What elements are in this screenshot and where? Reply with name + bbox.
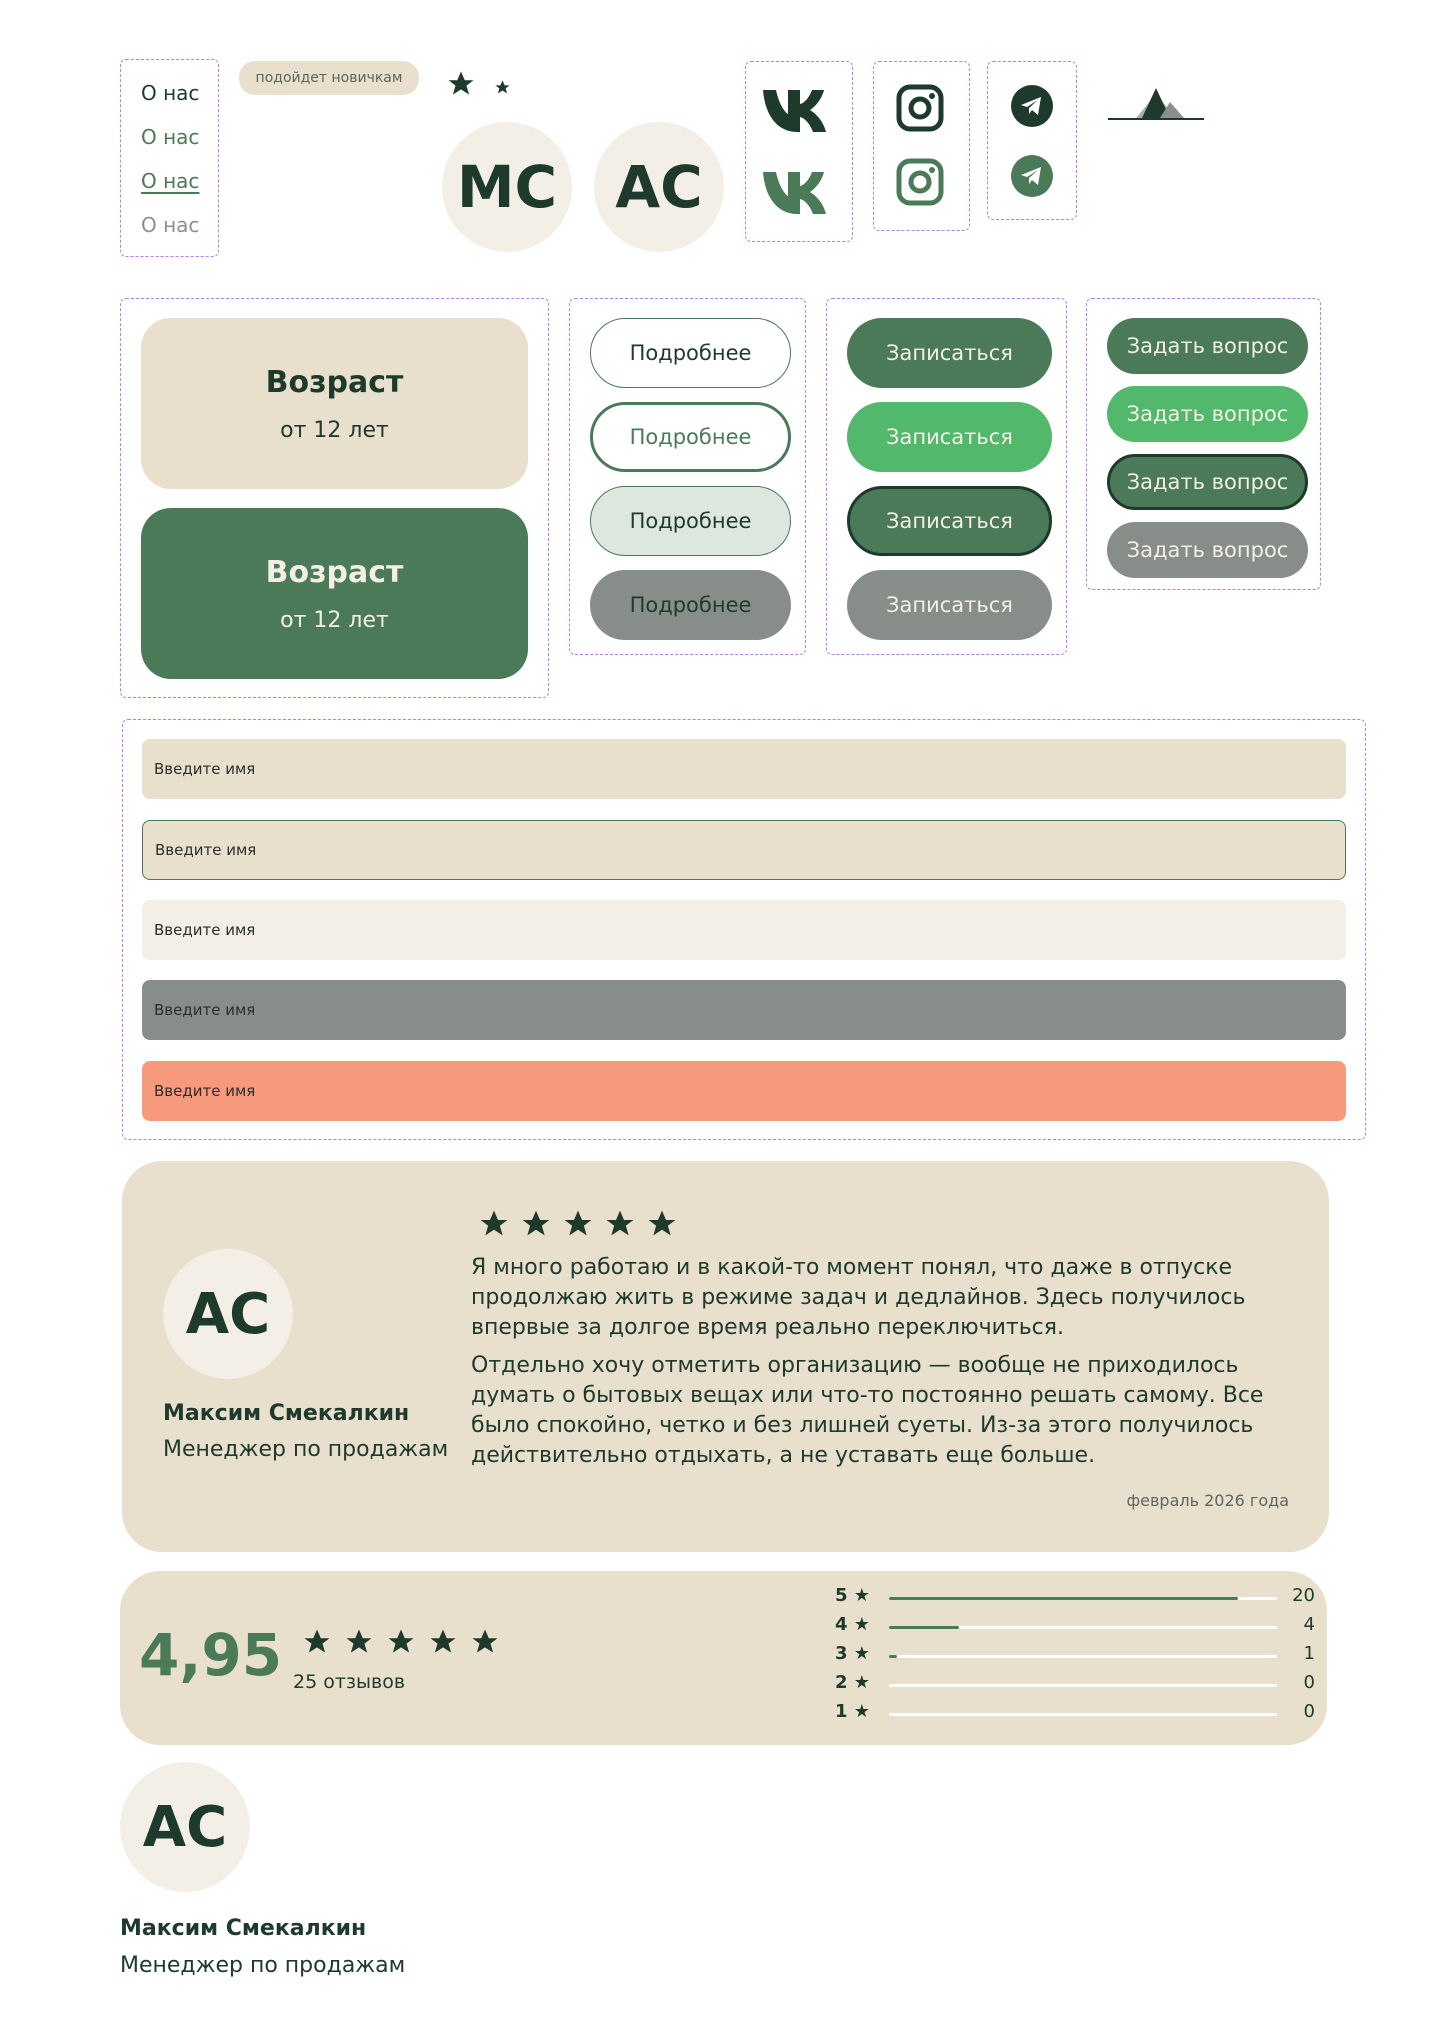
rating-row-track xyxy=(889,1684,1277,1687)
signup-button-active[interactable]: Записаться xyxy=(847,486,1052,556)
age-card-dark xyxy=(141,508,528,679)
more-buttons-group xyxy=(569,298,806,655)
rating-stars xyxy=(302,1627,500,1661)
avatar-ac: АС xyxy=(594,122,724,252)
vk-icon-hover[interactable] xyxy=(763,170,833,214)
more-button-active[interactable]: Подробнее xyxy=(590,486,791,556)
star-icon xyxy=(562,1208,594,1240)
age-card-title: Возраст xyxy=(265,364,404,400)
instagram-icon-group xyxy=(873,61,970,231)
rating-row-count: 0 xyxy=(1303,1672,1315,1693)
name-input-default[interactable]: Введите имя xyxy=(142,739,1346,799)
rating-row-label: 5 ★ xyxy=(835,1585,870,1606)
instagram-icon[interactable] xyxy=(896,84,944,132)
age-card-subtitle: от 12 лет xyxy=(280,607,389,633)
rating-row-label: 3 ★ xyxy=(835,1643,870,1664)
star-icon xyxy=(646,1208,678,1240)
star-icon xyxy=(470,1627,500,1657)
nav-link-about-hover[interactable]: О нас xyxy=(141,125,200,149)
telegram-icon[interactable] xyxy=(1011,85,1053,127)
name-input-filled[interactable]: Введите имя xyxy=(142,900,1346,960)
signup-button-disabled[interactable]: Записаться xyxy=(847,570,1052,640)
author-name: Максим Смекалкин xyxy=(120,1916,367,1941)
rating-score: 4,95 xyxy=(139,1621,283,1689)
rating-count: 25 отзывов xyxy=(293,1671,406,1693)
signup-button-default[interactable]: Записаться xyxy=(847,318,1052,388)
rating-row-count: 1 xyxy=(1303,1643,1315,1664)
mountain-logo-icon xyxy=(1108,82,1204,122)
star-icon xyxy=(302,1627,332,1657)
telegram-icon-hover[interactable] xyxy=(1011,155,1053,197)
star-icon xyxy=(446,69,476,99)
name-input-disabled[interactable]: Введите имя xyxy=(142,980,1346,1040)
vk-icon-group xyxy=(745,61,853,242)
question-buttons-group xyxy=(1086,298,1321,590)
review-date: февраль 2026 года xyxy=(1126,1491,1289,1510)
question-button-default[interactable]: Задать вопрос xyxy=(1107,318,1308,374)
review-author-role: Менеджер по продажам xyxy=(163,1437,449,1462)
rating-row-2 xyxy=(835,1672,1315,1701)
age-card-light xyxy=(141,318,528,489)
rating-row-count: 0 xyxy=(1303,1701,1315,1722)
review-stars xyxy=(478,1208,678,1244)
rating-row-4 xyxy=(835,1614,1315,1643)
rating-row-3 xyxy=(835,1643,1315,1672)
age-card-title: Возраст xyxy=(265,554,404,590)
rating-row-label: 2 ★ xyxy=(835,1672,870,1693)
star-icon xyxy=(520,1208,552,1240)
review-paragraph: Отдельно хочу отметить организацию — вообще не приходилось думать о бытовых вещах или что-то постоянно решать самому. Все было спокойно, четко и без лишней суеты. Из-за этого получилось действительно отдыхать, а не уставать еще больше. xyxy=(471,1353,1264,1468)
rating-breakdown xyxy=(835,1585,1315,1735)
star-small-icon xyxy=(494,79,511,96)
review-avatar: АС xyxy=(163,1249,293,1379)
rating-row-5 xyxy=(835,1585,1315,1614)
rating-row-label: 4 ★ xyxy=(835,1614,870,1635)
telegram-icon-group xyxy=(987,61,1077,220)
beginner-badge: подойдет новичкам xyxy=(239,61,419,95)
vk-icon[interactable] xyxy=(763,88,833,132)
review-text xyxy=(471,1253,1291,1471)
question-button-hover[interactable]: Задать вопрос xyxy=(1107,386,1308,442)
signup-buttons-group xyxy=(826,298,1067,655)
review-author-name: Максим Смекалкин xyxy=(163,1401,410,1426)
question-button-active[interactable]: Задать вопрос xyxy=(1107,454,1308,510)
rating-row-1 xyxy=(835,1701,1315,1730)
question-button-disabled[interactable]: Задать вопрос xyxy=(1107,522,1308,578)
star-icon xyxy=(344,1627,374,1657)
review-card xyxy=(122,1161,1329,1552)
rating-row-fill xyxy=(889,1655,897,1658)
rating-row-count: 20 xyxy=(1292,1585,1315,1606)
rating-row-track xyxy=(889,1655,1277,1658)
more-button-disabled[interactable]: Подробнее xyxy=(590,570,791,640)
rating-summary-card xyxy=(120,1571,1327,1745)
age-card-subtitle: от 12 лет xyxy=(280,417,389,443)
more-button-default[interactable]: Подробнее xyxy=(590,318,791,388)
signup-button-hover[interactable]: Записаться xyxy=(847,402,1052,472)
rating-row-count: 4 xyxy=(1303,1614,1315,1635)
age-cards-group xyxy=(120,298,549,698)
rating-row-track xyxy=(889,1713,1277,1716)
rating-row-label: 1 ★ xyxy=(835,1701,870,1722)
rating-row-track xyxy=(889,1597,1277,1600)
star-icon xyxy=(428,1627,458,1657)
rating-row-track xyxy=(889,1626,1277,1629)
avatar-mc: МС xyxy=(442,122,572,252)
name-input-error[interactable]: Введите имя xyxy=(142,1061,1346,1121)
star-icon xyxy=(478,1208,510,1240)
instagram-icon-hover[interactable] xyxy=(896,158,944,206)
name-input-focus[interactable]: Введите имя xyxy=(142,820,1346,880)
nav-link-about-disabled[interactable]: О нас xyxy=(141,213,200,237)
star-icon xyxy=(604,1208,636,1240)
more-button-hover[interactable]: Подробнее xyxy=(590,402,791,472)
rating-row-fill xyxy=(889,1597,1238,1600)
review-paragraph: Я много работаю и в какой-то момент понял, что даже в отпуске продолжаю жить в режиме задач и дедлайнов. Здесь получилось впервые за долгое время реально переключиться. xyxy=(471,1255,1246,1340)
author-avatar: АС xyxy=(120,1762,250,1892)
star-icon xyxy=(386,1627,416,1657)
nav-link-about-active[interactable]: О нас xyxy=(141,169,200,193)
author-role: Менеджер по продажам xyxy=(120,1953,406,1978)
nav-links-group xyxy=(120,59,219,257)
rating-row-fill xyxy=(889,1626,959,1629)
nav-link-about-default[interactable]: О нас xyxy=(141,81,200,105)
